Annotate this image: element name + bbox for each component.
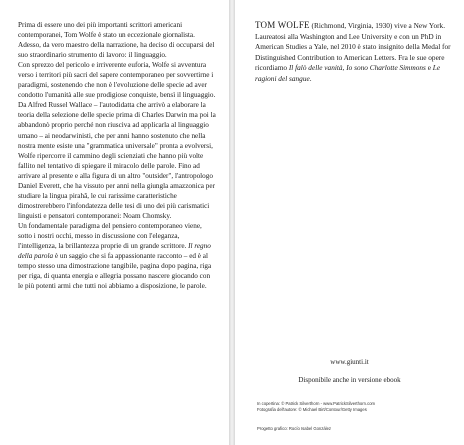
design-credit: Progetto grafico: Rocío Isabel González [257,426,332,431]
cover-credit: In copertina: © Patrick Silverthorn - www.PatrickSilverthorn.com [257,401,376,406]
author-name: TOM WOLFE [255,20,310,30]
photo-credit: Fotografia dell'autore: © Michael Birt/Contour/Getty Images [257,407,367,412]
synopsis-paragraph [18,221,216,291]
synopsis-paragraph-end: è un saggio che si fa appassionante racconto – ed è al tempo stesso una dimostrazione tangibile, pagina dopo pagina, riga per riga, di quanta energia e allegria possano nascere giocando con le più potenti armi che tutti noi abbiamo a disposizione, le parole. [18,252,212,291]
left-flap [0,0,229,445]
synopsis-paragraph: Da Alfred Russel Wallace – l'autodidatta che arrivò a elaborare la teoria della selezione delle specie prima di Charles Darwin ma poi la abbandonò proprio perché non riusciva ad applicarla al linguaggio umano – ai neodarwinisti, che per anni hanno sostenuto che nella nostra mente esiste una "grammatica universale" pronta a evolversi, Wolfe ripercorre il cammino degli scienziati che hanno più volte fallito nel tentativo di spiegare il miracolo delle parole. Fino ad arrivare al presente e alla figura di un altro "outsider", l'antropologo Daniel Everett, che ha vissuto per anni nella giungla amazzonica per studiare la lingua pirahã, le cui rarissime caratteristiche dimostrerebbero l'infondatezza delle tesi di uno dei più carismatici linguisti e pensatori contemporanei: Noam Chomsky. [18,101,216,220]
image-credits [257,401,457,413]
ebook-availability: Disponibile anche in versione ebook [298,376,401,384]
author-bio: TOM WOLFE (Richmond, Virginia, 1930) vive a New York. Laureatosi alla Washington and Lee University e con un PhD in American Studies a Yale, nel 2010 è stato insignito della Medal for Distinguished Contribution to American Letters. Fra le sue opere ricordiamo Il falò delle vanità, Io sono Charlotte Simmons e Le ragioni del sangue. [255,20,451,83]
synopsis-paragraph-start: Un fondamentale paradigma del pensiero contemporaneo viene, sotto i nostri occhi, messo in discussione con l'eleganza, l'intelligenza, la brillantezza proprie di un grande scrittore. [18,221,202,251]
publisher-website[interactable]: www.giunti.it [330,358,369,366]
book-title-inline: Il regno della parola [18,242,211,261]
synopsis-paragraph: Prima di essere uno dei più importanti scrittori americani contemporanei, Tom Wolfe è stato un eccezionale giornalista. Adesso, da vero maestro della narrazione, ha deciso di occuparsi del suo straordinario strumento di lavoro: il linguaggio. [18,21,215,60]
synopsis-paragraph: Con sprezzo del pericolo e irriverente euforia, Wolfe si avventura verso i territori più sacri del sapere contemporaneo per sovvertirne i paradigmi, sostenendo che non è l'evoluzione delle specie ad aver condotto l'umanità alle sue prodigiose conquiste, bensì il linguaggio. [18,61,216,100]
work-title: Io sono Charlotte Simmons [346,63,426,73]
synopsis-text [18,20,216,291]
work-title: Le ragioni del sangue [255,63,441,83]
work-title: Il falò delle vanità [288,63,343,73]
right-flap [235,0,464,445]
